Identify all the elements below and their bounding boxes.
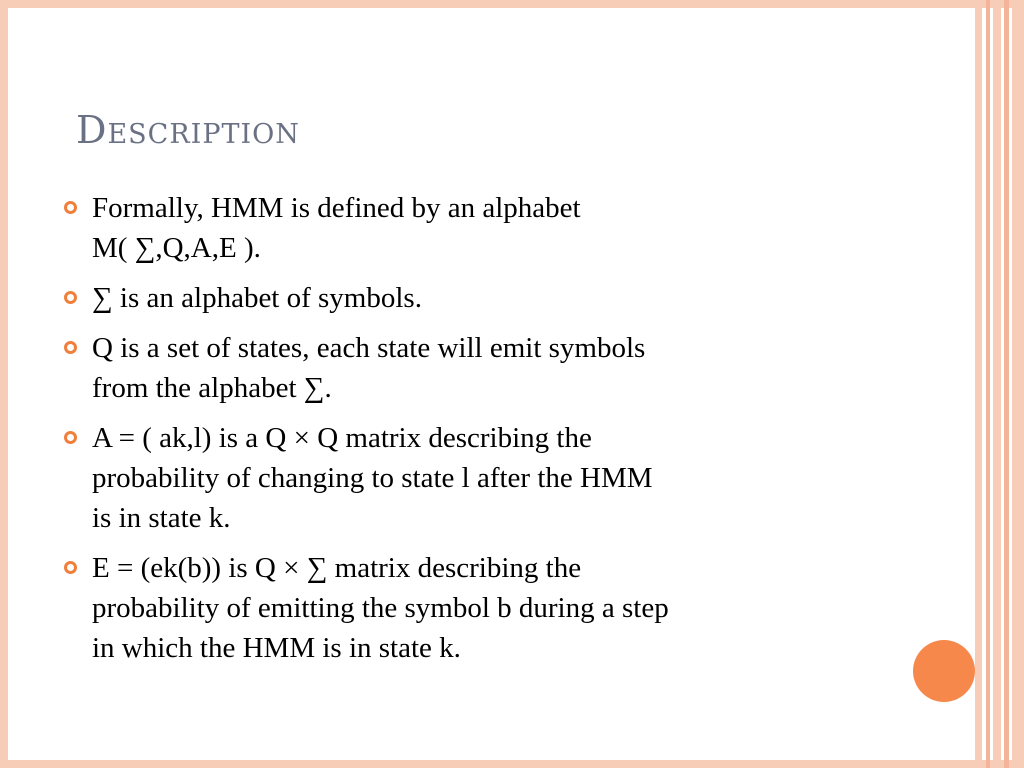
bullet-text: ∑ is an alphabet of symbols. [92,282,422,314]
bullet-item-emission-matrix [64,548,894,668]
bullet-icon [64,431,77,444]
bullet-item-states [64,328,894,408]
bullet-text: A = ( ak,l) is a Q × Q matrix describing the probability of changing to state l after the HMM is in state k. [92,422,653,534]
right-stripe-1 [975,0,982,768]
frame-bottom-border [0,760,1024,768]
bullet-item-sigma [64,278,894,318]
bullet-icon [64,201,77,214]
right-stripe-4 [1004,0,1009,768]
orange-circle-icon [913,640,975,702]
right-stripe-3 [993,0,1001,768]
bullet-item-transition-matrix [64,418,894,538]
bullet-icon [64,291,77,304]
frame-left-border [0,0,8,768]
frame-top-border [0,0,1024,8]
bullet-item-alphabet-definition [64,188,894,268]
slide-title: Description [76,108,300,152]
right-stripe-5 [1012,0,1024,768]
bullet-list [64,188,894,678]
bullet-text: E = (ek(b)) is Q × ∑ matrix describing the probability of emitting the symbol b during a step in which the HMM is in state k. [92,552,669,664]
bullet-icon [64,341,77,354]
bullet-text: Formally, HMM is defined by an alphabet M( ∑,Q,A,E ). [92,192,581,264]
right-stripe-2 [986,0,990,768]
bullet-text: Q is a set of states, each state will emit symbols from the alphabet ∑. [92,332,646,404]
bullet-icon [64,561,77,574]
